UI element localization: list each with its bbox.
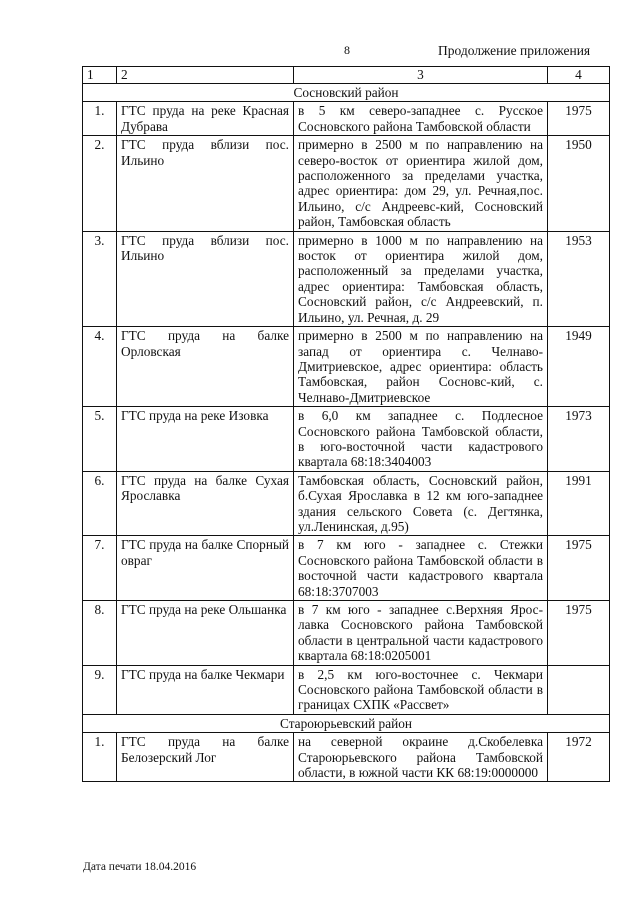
table-row <box>83 665 610 714</box>
table-row <box>83 407 610 472</box>
table-row <box>83 536 610 601</box>
facility-location: примерно в 2500 м по направлению на запад от ориентира с. Челнаво-Дмитриевское, адрес ориентира: область Тамбовская, район Сосновс-кий, с. Челнаво-Дмитриевское <box>294 327 548 407</box>
row-number: 1. <box>83 733 117 782</box>
facility-name: ГТС пруда на балке Белозерский Лог <box>117 733 294 782</box>
facility-location: в 6,0 км западнее с. Подлесное Сосновского района Тамбовской области, в юго-восточной части кадастрового квартала 68:18:3404003 <box>294 407 548 472</box>
facility-location: в 5 км северо-западнее с. Русское Сосновского района Тамбовской области <box>294 102 548 136</box>
facilities-table <box>82 66 610 782</box>
row-number: 4. <box>83 327 117 407</box>
table-row <box>83 471 610 536</box>
facility-name: ГТС пруда на балке Орловская <box>117 327 294 407</box>
facility-location: в 7 км юго - западнее с. Стежки Сосновского района Тамбовской области в восточной части кадастрового квартала 68:18:3707003 <box>294 536 548 601</box>
column-number-3: 3 <box>294 67 548 84</box>
facility-location: в 2,5 км юго-восточнее с. Чекмари Сосновского района Тамбовской области в границах СХПК «Рассвет» <box>294 665 548 714</box>
facility-name: ГТС пруда на реке Изовка <box>117 407 294 472</box>
print-date: Дата печати 18.04.2016 <box>83 861 197 873</box>
commission-year <box>548 665 610 714</box>
section-header-row <box>83 84 610 102</box>
column-number-1: 1 <box>83 67 117 84</box>
column-number-row <box>83 67 610 84</box>
row-number: 6. <box>83 471 117 536</box>
row-number: 9. <box>83 665 117 714</box>
table-row <box>83 231 610 326</box>
facility-name: ГТС пруда на балке Сухая Ярославка <box>117 471 294 536</box>
commission-year: 1973 <box>548 407 610 472</box>
commission-year: 1949 <box>548 327 610 407</box>
facility-name: ГТС пруда вблизи пос. Ильино <box>117 136 294 231</box>
commission-year: 1975 <box>548 536 610 601</box>
section-title: Староюрьевский район <box>83 714 610 732</box>
facility-name: ГТС пруда на реке Ольшанка <box>117 601 294 666</box>
table-row <box>83 601 610 666</box>
facility-name: ГТС пруда вблизи пос. Ильино <box>117 231 294 326</box>
commission-year: 1953 <box>548 231 610 326</box>
facility-name: ГТС пруда на реке Красная Дубрава <box>117 102 294 136</box>
facility-location: примерно в 1000 м по направлению на восток от ориентира жилой дом, расположенный за пределами участка, адрес ориентира: Тамбовская область, Сосновский район, с/с Андреевский, п. Ильино, ул. Речная, д. 29 <box>294 231 548 326</box>
table-row <box>83 327 610 407</box>
row-number: 3. <box>83 231 117 326</box>
page-number: 8 <box>344 43 350 57</box>
row-number: 2. <box>83 136 117 231</box>
row-number: 1. <box>83 102 117 136</box>
commission-year: 1991 <box>548 471 610 536</box>
table-row <box>83 102 610 136</box>
facility-location: на северной окраине д.Скобелевка Староюрьевского района Тамбовской области, в южной части КК 68:19:0000000 <box>294 733 548 782</box>
row-number: 8. <box>83 601 117 666</box>
continuation-header: Продолжение приложения <box>438 43 591 58</box>
section-header-row <box>83 714 610 732</box>
section-title: Сосновский район <box>83 84 610 102</box>
commission-year: 1950 <box>548 136 610 231</box>
facility-name: ГТС пруда на балке Чекмари <box>117 665 294 714</box>
row-number: 5. <box>83 407 117 472</box>
table-row <box>83 733 610 782</box>
facility-location: примерно в 2500 м по направлению на северо-восток от ориентира жилой дом, расположенного за пределами участка, адрес ориентира: дом 29, ул. Речная,пос. Ильино, с/с Андреевс-кий, Сосновский район, Тамбовская область <box>294 136 548 231</box>
commission-year: 1972 <box>548 733 610 782</box>
commission-year: 1975 <box>548 102 610 136</box>
column-number-2: 2 <box>117 67 294 84</box>
facility-name: ГТС пруда на балке Спорный овраг <box>117 536 294 601</box>
table-row <box>83 136 610 231</box>
commission-year: 1975 <box>548 601 610 666</box>
column-number-4: 4 <box>548 67 610 84</box>
facility-location: в 7 км юго - западнее с.Верхняя Ярос-лавка Сосновского района Тамбовской области в центральной части кадастрового квартала 68:18:0205001 <box>294 601 548 666</box>
row-number: 7. <box>83 536 117 601</box>
facility-location: Тамбовская область, Сосновский район, б.Сухая Ярославка в 12 км юго-западнее здания сельского Совета (с. Дегтянка, ул.Ленинская, д.95) <box>294 471 548 536</box>
